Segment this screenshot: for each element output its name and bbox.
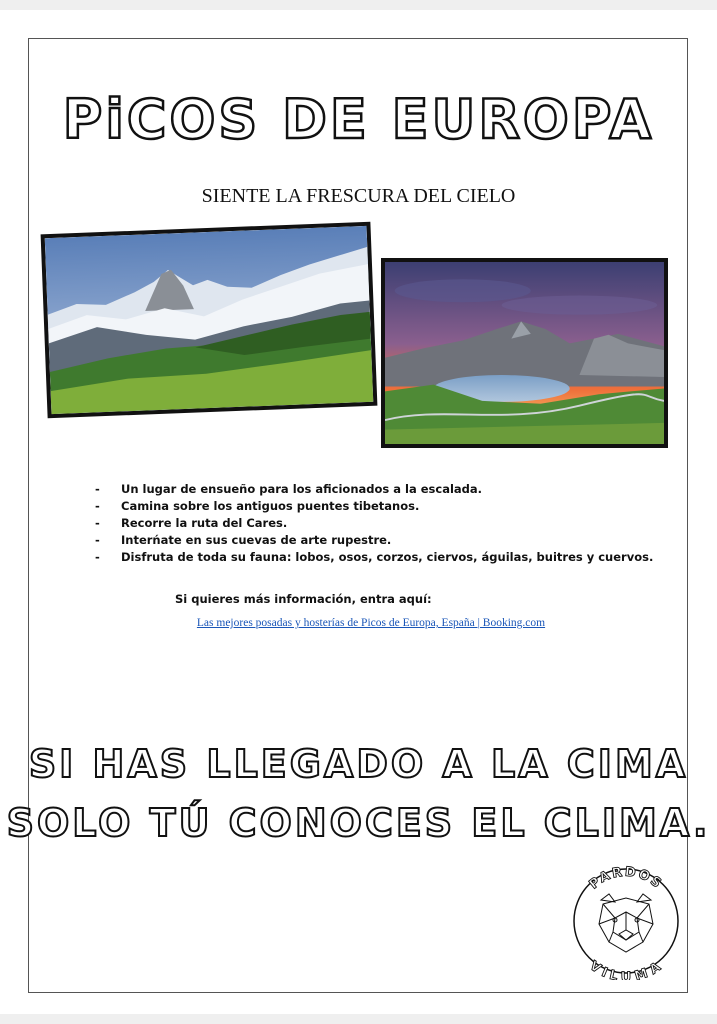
bullet-marker: - — [95, 533, 100, 547]
motto-line-1: SI HAS LLEGADO A LA CIMA — [28, 742, 689, 786]
list-item — [95, 481, 695, 498]
list-item — [95, 549, 695, 566]
list-item-text: Camina sobre los antiguos puentes tibetanos. — [121, 499, 420, 513]
bullet-marker: - — [95, 516, 100, 530]
list-item-text: Interńate en sus cuevas de arte rupestre. — [121, 533, 392, 547]
list-item — [95, 532, 695, 549]
booking-link[interactable]: Las mejores posadas y hosterías de Picos de Europa, España | Booking.com — [196, 617, 546, 629]
page-subtitle: SIENTE LA FRESCURA DEL CIELO — [201, 185, 516, 207]
pardos-viluma-logo — [567, 862, 685, 980]
list-item-text: Disfruta de toda su fauna: lobos, osos, corzos, ciervos, águilas, buitres y cuervos. — [121, 550, 654, 564]
list-item-text: Un lugar de ensueño para los aficionados a la escalada. — [121, 482, 483, 496]
sunset-lake-mountain-photo — [381, 258, 668, 448]
motto-line-2: SOLO TÚ CONOCES EL CLIMA. — [6, 801, 711, 845]
page-title: PiCOS DE EUROPA — [62, 88, 655, 151]
bullet-marker: - — [95, 482, 100, 496]
snowy-mountain-peak-photo — [41, 222, 378, 419]
list-item — [95, 498, 695, 515]
logo-top-text: PARDOS — [586, 864, 666, 893]
list-item-text: Recorre la ruta del Cares. — [121, 516, 288, 530]
logo-bottom-text: VILUMA — [586, 958, 666, 980]
bullet-marker: - — [95, 550, 100, 564]
bullet-marker: - — [95, 499, 100, 513]
info-text: Si quieres más información, entra aquí: — [175, 592, 432, 606]
list-item — [95, 515, 695, 532]
feature-list — [95, 481, 695, 566]
